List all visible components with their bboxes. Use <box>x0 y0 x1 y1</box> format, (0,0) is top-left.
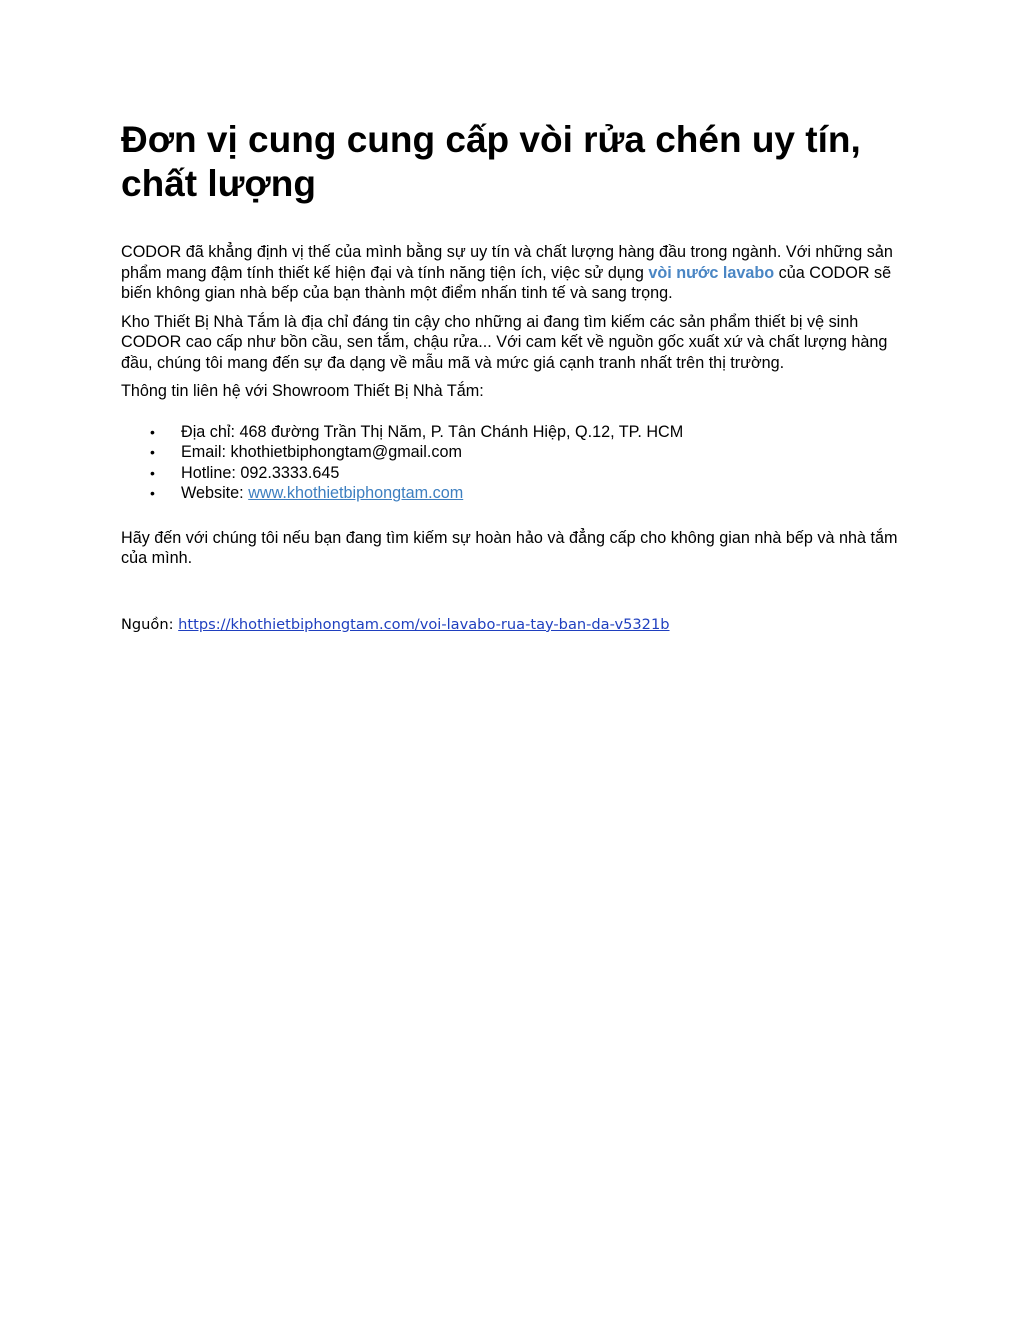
website-label: Website: <box>181 484 249 503</box>
source-link[interactable]: https://khothietbiphongtam.com/voi-lavabo-rua-tay-ban-da-v5321b <box>178 615 670 633</box>
intro-text-after: của CODOR sẽ biến không gian nhà bếp của bạn thành một điểm nhấn tinh tế và sang trọng. <box>121 263 892 302</box>
closing-paragraph: Hãy đến với chúng tôi nếu bạn đang tìm kiếm sự hoàn hảo và đẳng cấp cho không gian nhà bếp và nhà tắm của mình. <box>121 528 898 568</box>
email-text: Email: khothietbiphongtam@gmail.com <box>181 443 462 462</box>
hotline-text: Hotline: 092.3333.645 <box>181 463 340 482</box>
website-link[interactable]: www.khothietbiphongtam.com <box>248 484 464 503</box>
list-item-email <box>150 442 911 463</box>
list-item-website <box>150 483 911 504</box>
intro-paragraph <box>121 242 911 304</box>
source-line <box>121 615 911 635</box>
address-text: Địa chỉ: 468 đường Trần Thị Năm, P. Tân Chánh Hiệp, Q.12, TP. HCM <box>181 422 684 441</box>
intro-text-before: CODOR đã khẳng định vị thế của mình bằng sự uy tín và chất lượng hàng đầu trong ngành. Với những sản phẩm mang đậm tính thiết kế hiện đại và tính năng tiện ích, việc sử dụng <box>121 243 893 282</box>
list-item-hotline <box>150 463 911 484</box>
bullet-icon: • <box>150 423 155 440</box>
contact-heading: Thông tin liên hệ với Showroom Thiết Bị Nhà Tắm: <box>121 382 484 400</box>
document-page <box>121 118 911 635</box>
contact-list <box>121 422 911 504</box>
list-item-address <box>150 422 911 443</box>
bullet-icon: • <box>150 444 155 461</box>
showroom-paragraph: Kho Thiết Bị Nhà Tắm là địa chỉ đáng tin cậy cho những ai đang tìm kiếm các sản phẩm thiết bị vệ sinh CODOR cao cấp như bồn cầu, sen tắm, chậu rửa... Với cam kết về nguồn gốc xuất xứ và chất lượng hàng đầu, chúng tôi mang đến sự đa dạng về mẫu mã và mức giá cạnh tranh nhất trên thị trường. <box>121 312 888 372</box>
bullet-icon: • <box>150 464 155 481</box>
voi-nuoc-lavabo-link[interactable]: vòi nước lavabo <box>648 263 775 282</box>
page-title: Đơn vị cung cung cấp vòi rửa chén uy tín, chất lượng <box>121 119 861 204</box>
source-label: Nguồn: <box>121 615 179 633</box>
bullet-icon: • <box>150 485 155 502</box>
